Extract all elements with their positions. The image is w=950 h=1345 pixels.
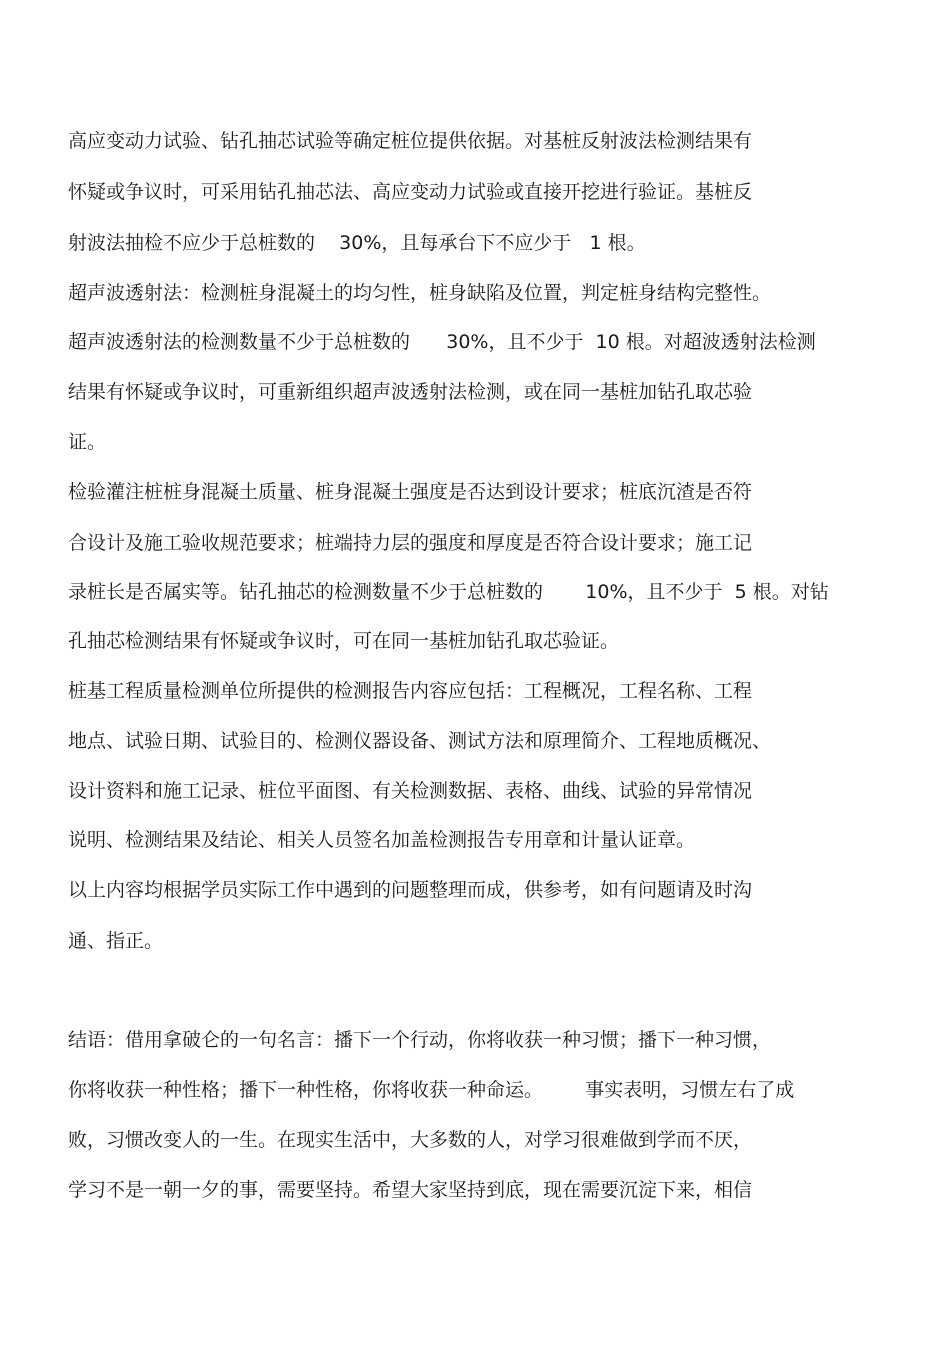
text-line: 超声波透射法：检测桩身混凝土的均匀性，桩身缺陷及位置，判定桩身结构完整性。 — [68, 282, 772, 304]
text-line: 以上内容均根据学员实际工作中遇到的问题整理而成，供参考，如有问题请及时沟 — [68, 879, 753, 901]
text-line: 说明、检测结果及结论、相关人员签名加盖检测报告专用章和计量认证章。 — [68, 829, 696, 851]
text-line: 超声波透射法的检测数量不少于总桩数的 30%，且不少于 10 根。对超波透射法检测 — [68, 331, 816, 353]
text-line: 通、指正。 — [68, 930, 164, 952]
text-line: 录桩长是否属实等。钻孔抽芯的检测数量不少于总桩数的 10%，且不少于 5 根。对钻 — [68, 581, 829, 603]
text-line: 射波法抽检不应少于总桩数的 30%，且每承台下不应少于 1 根。 — [68, 232, 646, 254]
text-line: 孔抽芯检测结果有怀疑或争议时，可在同一基桩加钻孔取芯验证。 — [68, 630, 620, 652]
text-line: 桩基工程质量检测单位所提供的检测报告内容应包括：工程概况，工程名称、工程 — [68, 680, 753, 702]
text-line: 结语：借用拿破仑的一句名言：播下一个行动，你将收获一种习惯；播下一种习惯， — [68, 1029, 772, 1051]
text-line: 败，习惯改变人的一生。在现实生活中，大多数的人，对学习很难做到学而不厌， — [68, 1129, 753, 1151]
text-line: 设计资料和施工记录、桩位平面图、有关检测数据、表格、曲线、试验的异常情况 — [68, 780, 753, 802]
text-line: 学习不是一朝一夕的事，需要坚持。希望大家坚持到底，现在需要沉淀下来，相信 — [68, 1179, 753, 1201]
text-line: 检验灌注桩桩身混凝土质量、桩身混凝土强度是否达到设计要求；桩底沉渣是否符 — [68, 481, 753, 503]
text-line: 合设计及施工验收规范要求；桩端持力层的强度和厚度是否符合设计要求；施工记 — [68, 532, 753, 554]
text-line: 地点、试验日期、试验目的、检测仪器设备、测试方法和原理简介、工程地质概况、 — [68, 730, 772, 752]
text-line: 高应变动力试验、钻孔抽芯试验等确定桩位提供依据。对基桩反射波法检测结果有 — [68, 130, 753, 152]
text-line: 证。 — [68, 431, 107, 453]
text-line: 你将收获一种性格；播下一种性格，你将收获一种命运。 事实表明，习惯左右了成 — [68, 1079, 795, 1101]
text-line: 怀疑或争议时，可采用钻孔抽芯法、高应变动力试验或直接开挖进行验证。基桩反 — [68, 181, 753, 203]
text-line: 结果有怀疑或争议时，可重新组织超声波透射法检测，或在同一基桩加钻孔取芯验 — [68, 381, 753, 403]
